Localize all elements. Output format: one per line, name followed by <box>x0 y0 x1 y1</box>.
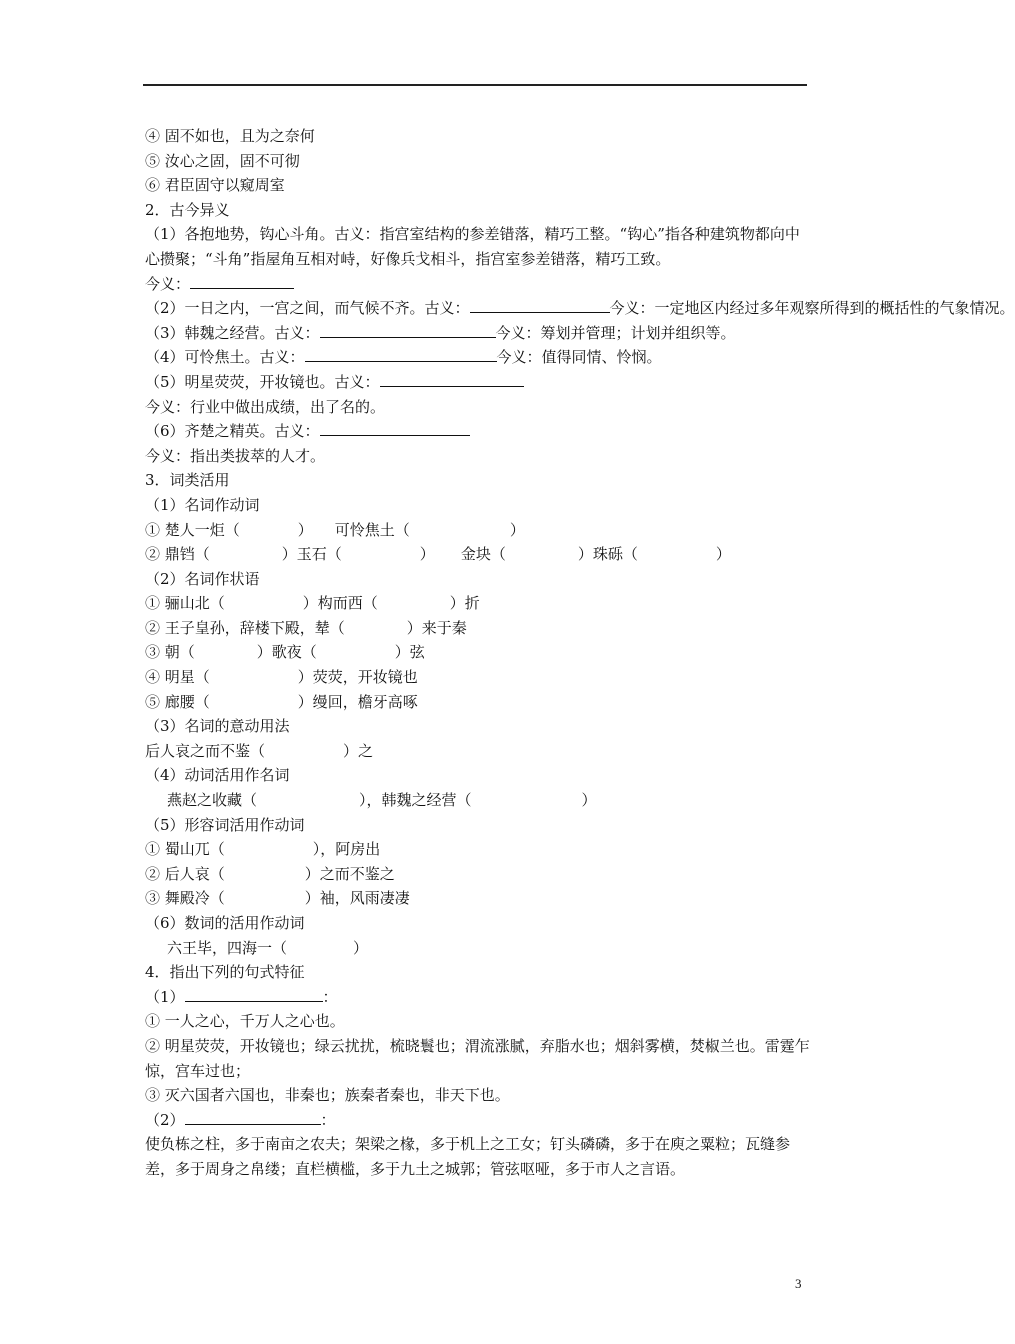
text-line: ⑥ 君臣固守以窥周室 <box>145 176 285 195</box>
text-line: ① 一人之心，千万人之心也。 <box>145 1012 345 1031</box>
text-line: ② 后人哀（ ）之而不鉴之 <box>145 864 395 883</box>
text-line: 今义： <box>145 272 813 297</box>
paragraph: ② 明星荧荧，开妆镜也；绿云扰扰，梳晓鬟也；渭流涨腻，弃脂水也；烟斜雾横，焚椒兰也。雷霆乍惊，宫车过也； <box>145 1036 810 1080</box>
paragraph: （1）各抱地势，钩心斗角。古义：指宫室结构的参差错落，精巧工整。“钩心”指各种建筑物都向中心攒聚；“斗角”指屋角互相对峙，好像兵戈相斗，指宫室参差错落，精巧工致。 <box>145 225 800 268</box>
answer-blank[interactable] <box>320 420 470 436</box>
answer-blank[interactable] <box>380 371 524 387</box>
text-line: ⑤ 汝心之固，固不可彻 <box>145 151 300 170</box>
text-line: 今义：指出类拔萃的人才。 <box>145 446 326 465</box>
text-line: 燕赵之收藏（ ），韩魏之经营（ ） <box>167 791 597 810</box>
section-heading: 2．古今异义 <box>145 200 230 219</box>
subheading: （1）名词作动词 <box>145 495 260 514</box>
text-line: ② 鼎铛（ ）玉石（ ） 金块（ ）珠砾（ ） <box>145 545 731 564</box>
text-line: ② 王子皇孙，辞楼下殿，辇（ ）来于秦 <box>145 618 467 637</box>
text-line: ① 楚人一炬（ ） 可怜焦土（ ） <box>145 520 525 539</box>
text-line: （3）韩魏之经营。古义： 今义：筹划并管理；计划并组织等。 <box>145 323 736 342</box>
subheading: （3）名词的意动用法 <box>145 717 290 736</box>
section-heading: 4．指出下列的句式特征 <box>145 963 305 982</box>
worksheet-body <box>145 124 1015 1182</box>
answer-blank[interactable] <box>190 273 294 289</box>
text-line: （1） ： <box>145 987 338 1006</box>
text-line: ① 蜀山兀（ ），阿房出 <box>145 840 381 859</box>
header-rule <box>143 84 807 86</box>
subheading: （6）数词的活用作动词 <box>145 914 305 932</box>
text-line: （2） ： <box>145 1110 336 1129</box>
text-line: ③ 灭六国者六国也，非秦也；族秦者秦也，非天下也。 <box>145 1086 510 1105</box>
subheading: （2）名词作状语 <box>145 569 260 588</box>
subheading: （4）动词活用作名词 <box>145 766 290 785</box>
text-line: 今义：行业中做出成绩，出了名的。 <box>145 397 386 416</box>
answer-blank[interactable] <box>185 986 323 1002</box>
section-heading: 3．词类活用 <box>145 471 230 490</box>
text-line: 六王毕，四海一（ ） <box>167 938 369 957</box>
subheading: （5）形容词活用作动词 <box>145 815 305 834</box>
text-line: （2）一日之内，一宫之间，而气候不齐。古义： 今义：一定地区内经过多年观察所得到的概括性的气象情况。 <box>145 299 1015 318</box>
text-line: ① 骊山北（ ）构而西（ ）折 <box>145 594 480 613</box>
answer-blank[interactable] <box>305 346 497 362</box>
text-line: ④ 明星（ ）荧荧，开妆镜也 <box>145 668 418 687</box>
page-number: 3 <box>795 1276 802 1291</box>
text-line: ⑤ 廊腰（ ）缦回，檐牙高啄 <box>145 692 418 711</box>
text-line: （6）齐楚之精英。古义： <box>145 419 813 444</box>
text-line: 后人哀之而不鉴（ ）之 <box>145 741 374 760</box>
answer-blank[interactable] <box>185 1109 321 1125</box>
text-line: （5）明星荧荧，开妆镜也。古义： <box>145 370 813 395</box>
text-line: ③ 舞殿冷（ ）袖，风雨凄凄 <box>145 889 410 908</box>
answer-blank[interactable] <box>320 322 496 338</box>
text-line: ③ 朝（ ）歌夜（ ）弦 <box>145 643 425 662</box>
answer-blank[interactable] <box>470 297 610 313</box>
text-line: ④ 固不如也，且为之奈何 <box>145 127 315 145</box>
text-line: （4）可怜焦土。古义： 今义：值得同情、怜悯。 <box>145 348 662 367</box>
paragraph: 使负栋之柱，多于南亩之农夫；架梁之椽，多于机上之工女；钉头磷磷，多于在庾之粟粒；瓦缝参差，多于周身之帛缕；直栏横槛，多于九土之城郭；管弦呕哑，多于市人之言语。 <box>145 1135 791 1178</box>
